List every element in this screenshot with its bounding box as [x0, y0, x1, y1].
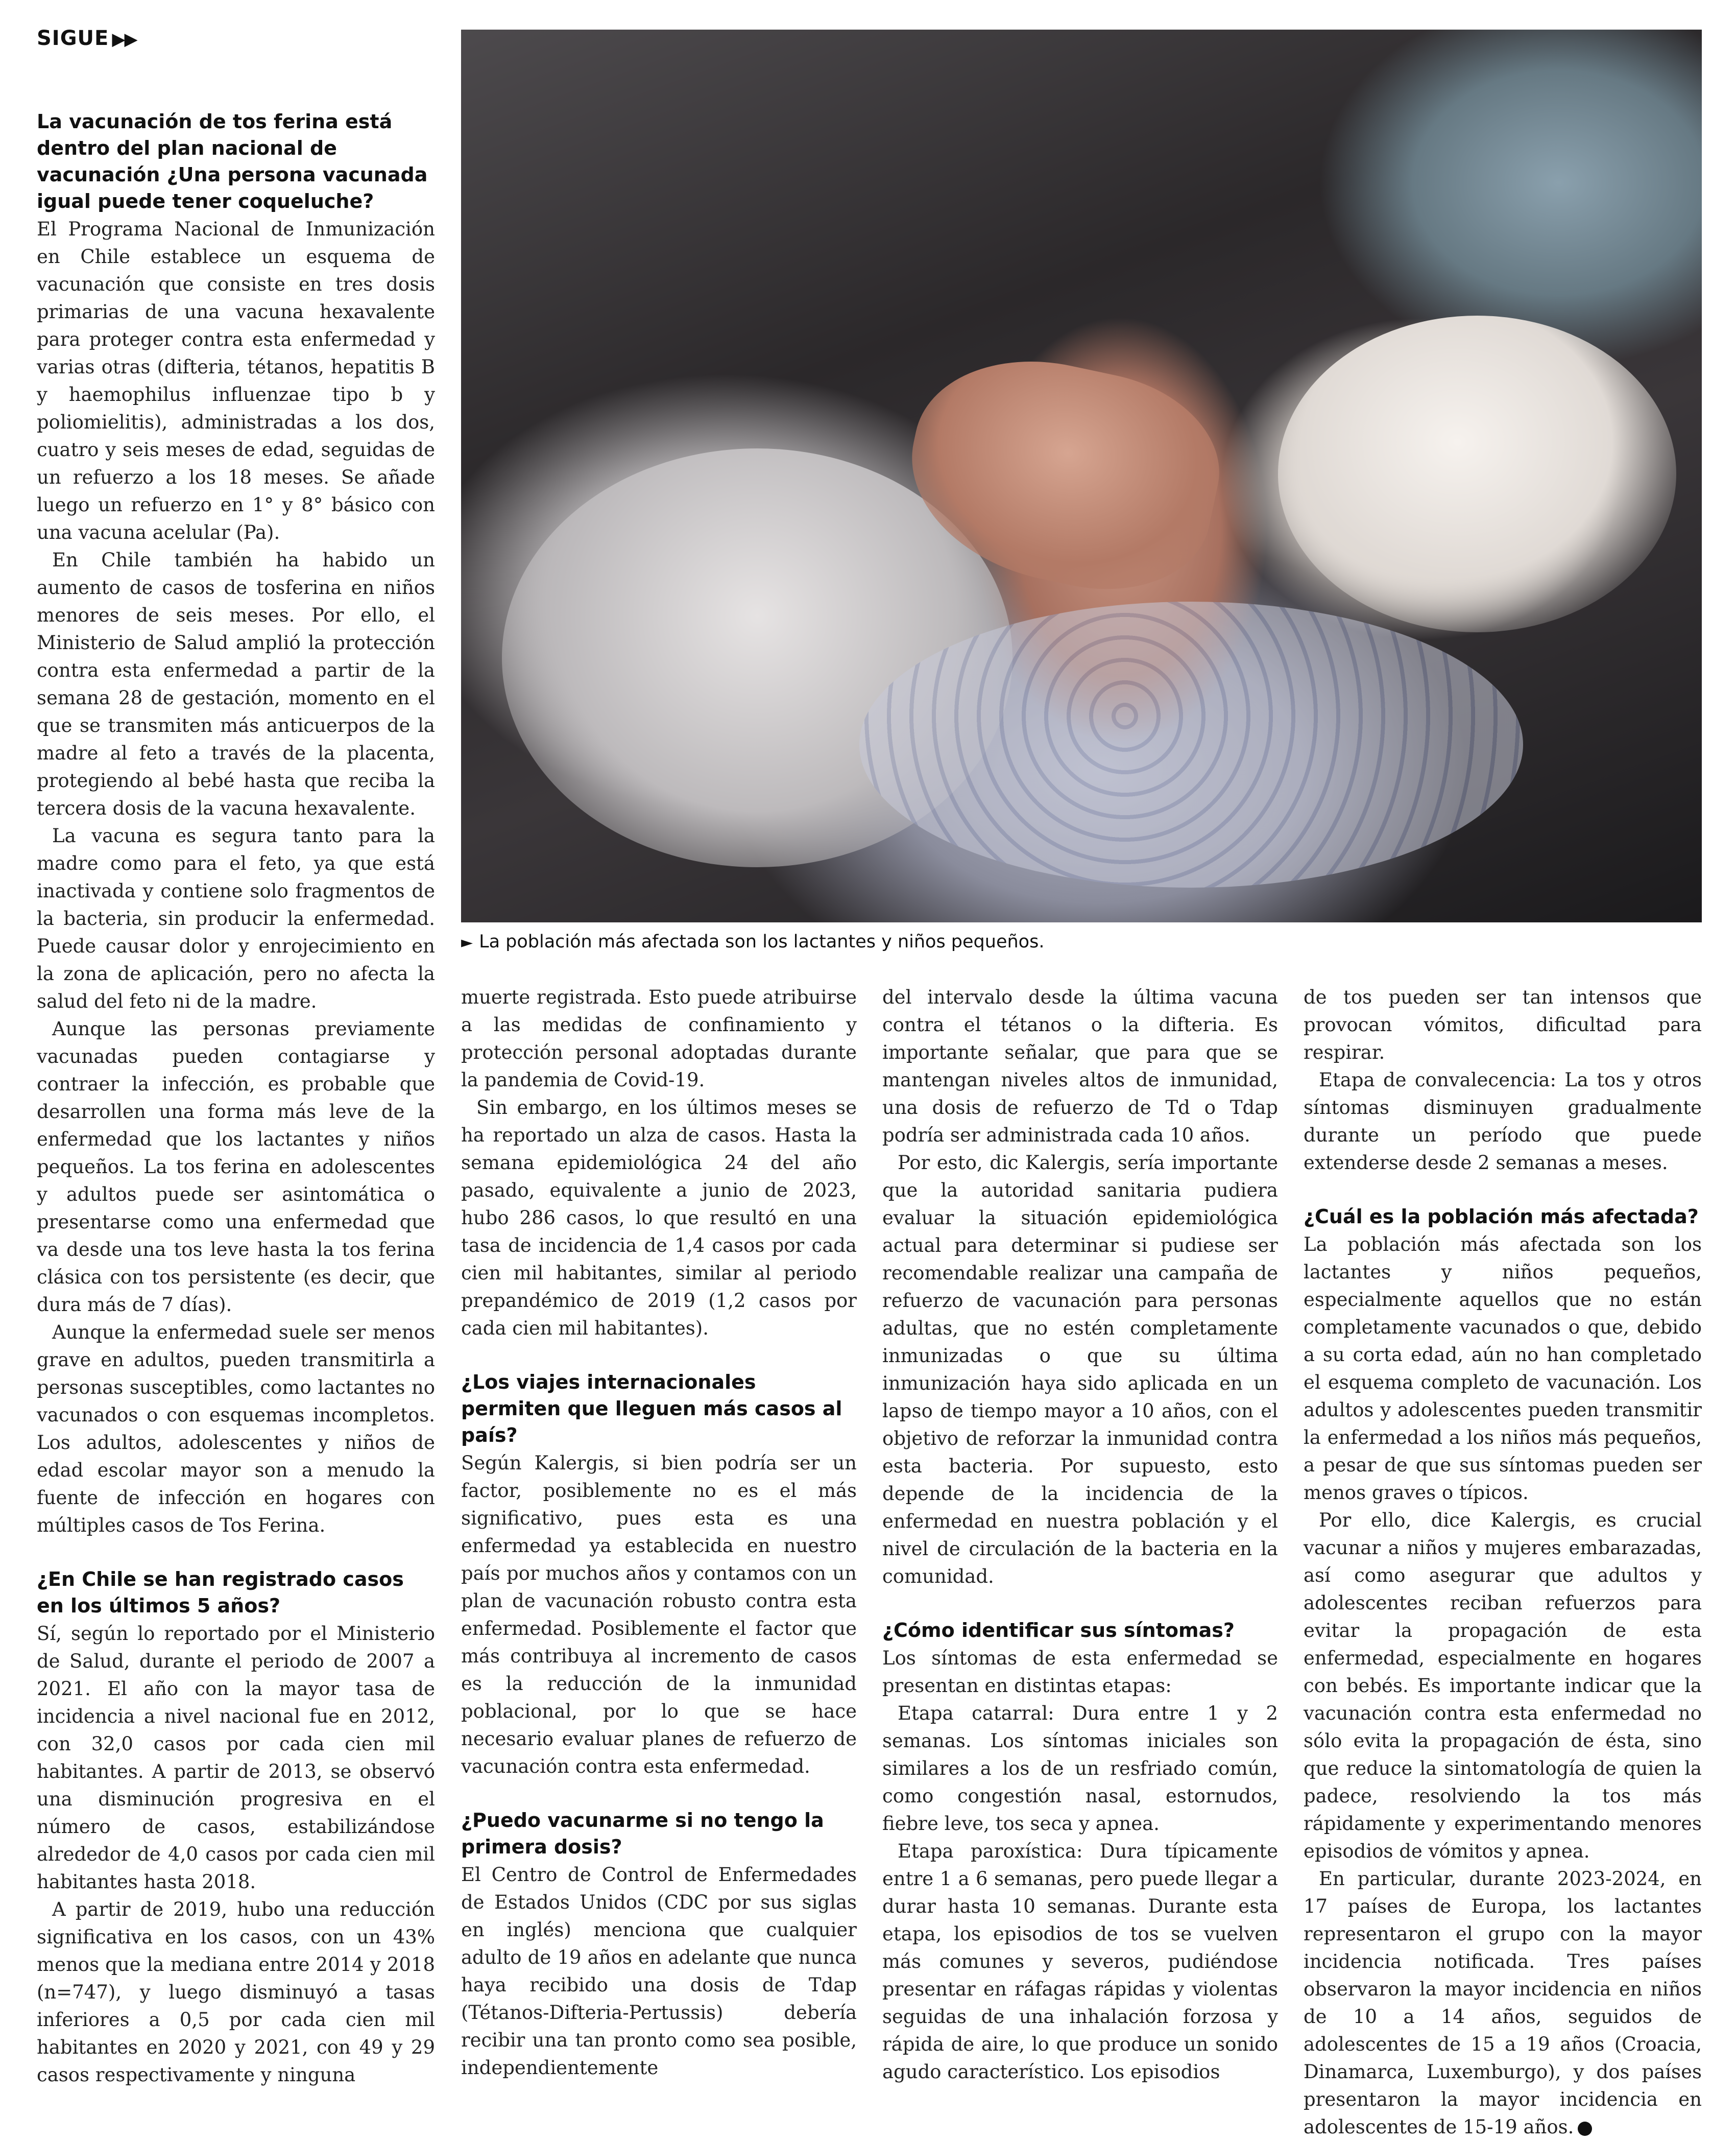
paragraph: Por esto, dic Kalergis, sería importante que la autoridad sanitaria pudiera evaluar la situación epidemiológica actual para determinar si pudiese ser recomendable realizar una campaña de refuerzo de vacunación para personas adultas, que no estén completamente inmunizadas o que su última inmunización haya sido aplicada en un lapso de tiempo mayor a 10 años, con el objetivo de reforzar la inmunidad contra esta bacteria. Por supuesto, esto depende de la incidencia de la enfermedad en nuestra población y el nivel de circulación de la bacteria en la comunidad. [882, 1152, 1278, 1587]
paragraph: Según Kalergis, si bien podría ser un factor, posiblemente no es el más significativo, pues esta es una enfermedad ya establecida en nuestro país por muchos años y contamos con un plan de vacunación robusto contra esta enfermedad. Posiblemente el factor que más contribuya al incremento de casos es la reducción de la inmunidad poblacional, por lo que se hace necesario evaluar planes de refuerzo de vacunación contra esta enfermedad. [461, 1452, 857, 1777]
caption-triangle-icon: ► [461, 934, 473, 951]
paragraph: Sin embargo, en los últimos meses se ha reportado un alza de casos. Hasta la semana epidemiológica 24 del año pasado, equivalente a junio de 2023, hubo 286 casos, lo que resultó en una tasa de incidencia de 1,4 casos por cada cien mil habitantes, similar al periodo prepandémico de 2019 (1,2 casos por cada cien mil habitantes). [461, 1097, 857, 1339]
question-heading: ¿Cuál es la población más afectada? [1304, 1205, 1699, 1228]
article-column-1 [37, 108, 435, 2089]
question-heading: ¿Puedo vacunarme si no tengo la primera dosis? [461, 1809, 824, 1858]
article-column-2 [461, 984, 857, 2082]
paragraph: Aunque las personas previamente vacunadas pueden contagiarse y contraer la infección, es probable que desarrollen una forma más leve de la enfermedad que los lactantes y niños pequeños. La tos ferina en adolescentes y adultos puede ser asintomática o presentarse como una enfermedad que va desde una tos leve hasta la tos ferina clásica con tos persistente (es decir, que dura más de 7 días). [37, 1018, 435, 1316]
photo-caption [461, 932, 1044, 952]
paragraph: Etapa de convalecencia: La tos y otros síntomas disminuyen gradualmente durante un período que puede extenderse desde 2 semanas a meses. [1304, 1069, 1702, 1174]
question-heading: La vacunación de tos ferina está dentro del plan nacional de vacunación ¿Una persona vacunada igual puede tener coqueluche? [37, 110, 428, 212]
photo-baby-cap [1278, 316, 1676, 632]
paragraph: muerte registrada. Esto puede atribuirse a las medidas de confinamiento y protección personal adoptadas durante la pandemia de Covid-19. [461, 986, 857, 1091]
paragraph [1304, 1865, 1702, 2141]
article-photo [461, 30, 1702, 922]
paragraph: En Chile también ha habido un aumento de casos de tosferina en niños menores de seis meses. Por ello, el Ministerio de Salud amplió la protección contra esta enfermedad a partir de la semana 28 de gestación, momento en el que se transmiten más anticuerpos de la madre al feto a través de la placenta, protegiendo al bebé hasta que reciba la tercera dosis de la vacuna hexavalente. [37, 549, 435, 819]
question-heading: ¿Los viajes internacionales permiten que lleguen más casos al país? [461, 1371, 842, 1446]
paragraph: El Programa Nacional de Inmunización en Chile establece un esquema de vacunación que consiste en tres dosis primarias de una vacuna hexavalente para proteger contra esta enfermedad y varias otras (difteria, tétanos, hepatitis B y haemophilus influenzae tipo b y poliomielitis), administradas a los dos, cuatro y seis meses de edad, seguidas de un refuerzo a los 18 meses. Se añade luego un refuerzo en 1° y 8° básico con una vacuna acelular (Pa). [37, 218, 435, 543]
paragraph: Etapa catarral: Dura entre 1 y 2 semanas. Los síntomas iniciales son similares a los de un resfriado común, como congestión nasal, estornudos, fiebre leve, tos seca y apnea. [882, 1702, 1278, 1835]
paragraph: El Centro de Control de Enfermedades de Estados Unidos (CDC por sus siglas en inglés) menciona que cualquier adulto de 19 años en adelante que nunca haya recibido una dosis de Tdap (Tétanos-Difteria-Pertussis) debería recibir una tan pronto como sea posible, independientemente [461, 1864, 857, 2079]
paragraph: A partir de 2019, hubo una reducción significativa en los casos, con un 43% menos que la mediana entre 2014 y 2018 (n=747), y luego disminuyó a tasas inferiores a 0,5 por cada cien mil habitantes en 2020 y 2021, con 49 y 29 casos respectivamente y ninguna [37, 1898, 435, 2086]
end-of-article-icon [1578, 2122, 1592, 2136]
section-continues-label [37, 27, 137, 50]
paragraph: de tos pueden ser tan intensos que provocan vómitos, dificultad para respirar. [1304, 986, 1702, 1063]
photo-gown [859, 602, 1523, 888]
article-column-3 [882, 984, 1278, 2086]
paragraph: del intervalo desde la última vacuna contra el tétanos o la difteria. Es importante señalar, que para que se mantengan niveles altos de inmunidad, una dosis de refuerzo de Td o Tdap podría ser administrada cada 10 años. [882, 986, 1278, 1146]
caption-text: La población más afectada son los lactantes y niños pequeños. [479, 932, 1045, 952]
question-heading: ¿Cómo identificar sus síntomas? [882, 1619, 1235, 1642]
paragraph-text: En particular, durante 2023-2024, en 17 países de Europa, los lactantes representaron el grupo con la mayor incidencia notificada. Tres países observaron la mayor incidencia en niños de 10 a 14 años, seguidos de adolescentes de 15 a 19 años (Croacia, Dinamarca, Luxemburgo), y dos países presentaron la mayor incidencia en adolescentes de 15-19 años. [1304, 1868, 1702, 2138]
question-heading: ¿En Chile se han registrado casos en los últimos 5 años? [37, 1568, 404, 1617]
paragraph: Aunque la enfermedad suele ser menos grave en adultos, pueden transmitirla a personas susceptibles, como lactantes no vacunados o con esquemas incompletos. Los adultos, adolescentes y niños de edad escolar mayor son a menudo la fuente de infección en hogares con múltiples casos de Tos Ferina. [37, 1321, 435, 1536]
paragraph: La vacuna es segura tanto para la madre como para el feto, ya que está inactivada y contiene solo fragmentos de la bacteria, sin producir la enfermedad. Puede causar dolor y enrojecimiento en la zona de aplicación, pero no afecta la salud del feto ni de la madre. [37, 825, 435, 1012]
double-arrow-icon: ▶▶ [112, 29, 137, 50]
paragraph: Por ello, dice Kalergis, es crucial vacunar a niños y mujeres embarazadas, así como asegurar que adultos y adolescentes reciban refuerzos para evitar la propagación de esta enfermedad, especialmente en hogares con bebés. Es importante indicar que la vacunación contra esta enfermedad no sólo evita la propagación de ésta, sino que reduce la sintomatología de quien la padece, resolviendo la tos más rápidamente y experimentando menores episodios de vómitos y apnea. [1304, 1509, 1702, 1862]
sigue-text: SIGUE [37, 27, 109, 50]
article-column-4 [1304, 984, 1702, 2141]
paragraph: Los síntomas de esta enfermedad se presentan en distintas etapas: [882, 1647, 1278, 1697]
paragraph: Etapa paroxística: Dura típicamente entre 1 a 6 semanas, pero puede llegar a durar hasta 10 semanas. Durante esta etapa, los episodios de tos se vuelven más comunes y severos, pudiéndose presentar en ráfagas rápidas y violentas seguidas de una inhalación forzosa y rápida de aire, lo que produce un sonido agudo característico. Los episodios [882, 1840, 1278, 2083]
paragraph: La población más afectada son los lactantes y niños pequeños, especialmente aquellos que no están completamente vacunados o que, debido a su corta edad, aún no han completado el esquema completo de vacunación. Los adultos y adolescentes pueden transmitir la enfermedad a los niños más pequeños, a pesar de que sus síntomas pueden ser menos graves o típicos. [1304, 1233, 1702, 1504]
paragraph: Sí, según lo reportado por el Ministerio de Salud, durante el periodo de 2007 a 2021. El año con la mayor tasa de incidencia a nivel nacional fue en 2012, con 32,0 casos por cada cien mil habitantes. A partir de 2013, se observó una disminución progresiva en el número de casos, estabilizándose alrededor de 4,0 casos por cada cien mil habitantes hasta 2018. [37, 1623, 435, 1893]
